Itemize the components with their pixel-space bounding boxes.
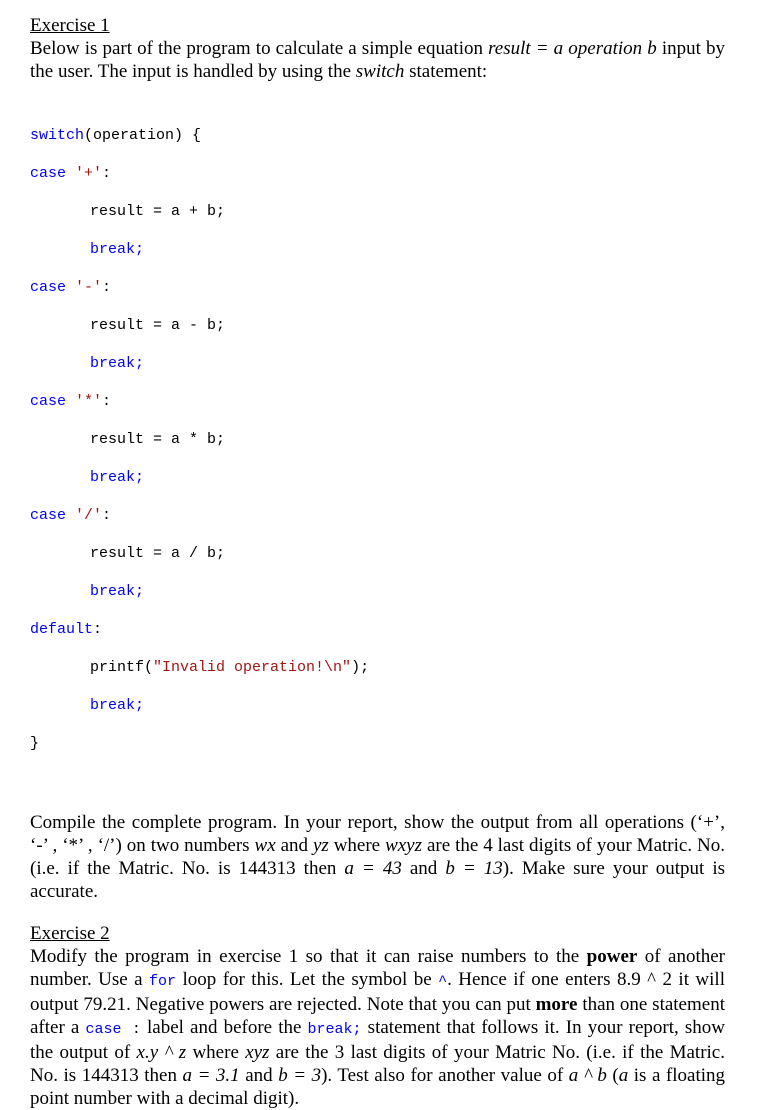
exercise1-task: Compile the complete program. In your report, show the output from all operations (‘+’, ‘-’ , ‘*’ , ‘/’) on two numbers wx and yz where wxyz are the 4 last digits of your Matric. No. (i.e. if the Matric. No. is 144313 then a = 43 and b = 13). Make sure your output is accurate. [30, 812, 725, 902]
code-line-stmt-sub: result = a - b; [90, 317, 226, 334]
code-line-break: break; [90, 241, 145, 258]
code-line-switch: switch(operation) { [30, 127, 202, 144]
code-line-default: default: [30, 621, 103, 638]
code-line-close: } [30, 735, 40, 752]
code-line-break: break; [90, 355, 145, 372]
code-line-break: break; [90, 697, 145, 714]
exercise2-title: Exercise 2 [30, 923, 110, 944]
exercise1-intro [30, 37, 725, 83]
exercise2-body: Modify the program in exercise 1 so that it can raise numbers to the power of another number. Use a for loop for this. Let the symbol be ^. Hence if one enters 8.9 ^ 2 it will output 79.21. Negative powers are rejected. Note that you can put more than one statement after a case : label and before the break; statement that follows it. In your report, show the output of x.y ^ z where xyz are the 3 last digits of your Matric No. (i.e. if the Matric. No. is 144313 then a = 3.1 and b = 3). Test also for another value of a ^ b (a is a floating point number with a decimal digit). [30, 946, 726, 1109]
code-block [30, 107, 725, 791]
intro-equation: result = a operation b [488, 38, 657, 59]
document-page [30, 14, 725, 1110]
code-line-printf: printf("Invalid operation!\n"); [90, 659, 370, 676]
intro-text-3: statement: [404, 61, 488, 82]
code-line-case-mul: case '*': [30, 393, 112, 410]
intro-text-1: Below is part of the program to calculate a simple equation [30, 38, 489, 59]
code-line-break: break; [90, 583, 145, 600]
code-line-case-plus: case '+': [30, 165, 112, 182]
code-line-stmt-div: result = a / b; [90, 545, 226, 562]
intro-switch: switch [355, 61, 405, 82]
code-line-stmt-add: result = a + b; [90, 203, 226, 220]
code-line-case-minus: case '-': [30, 279, 112, 296]
exercise1-title: Exercise 1 [30, 15, 110, 36]
code-line-break: break; [90, 469, 145, 486]
intro-text-2: input by the user. The input is handled by using the [30, 38, 725, 82]
code-line-stmt-mul: result = a * b; [90, 431, 226, 448]
code-line-case-div: case '/': [30, 507, 112, 524]
